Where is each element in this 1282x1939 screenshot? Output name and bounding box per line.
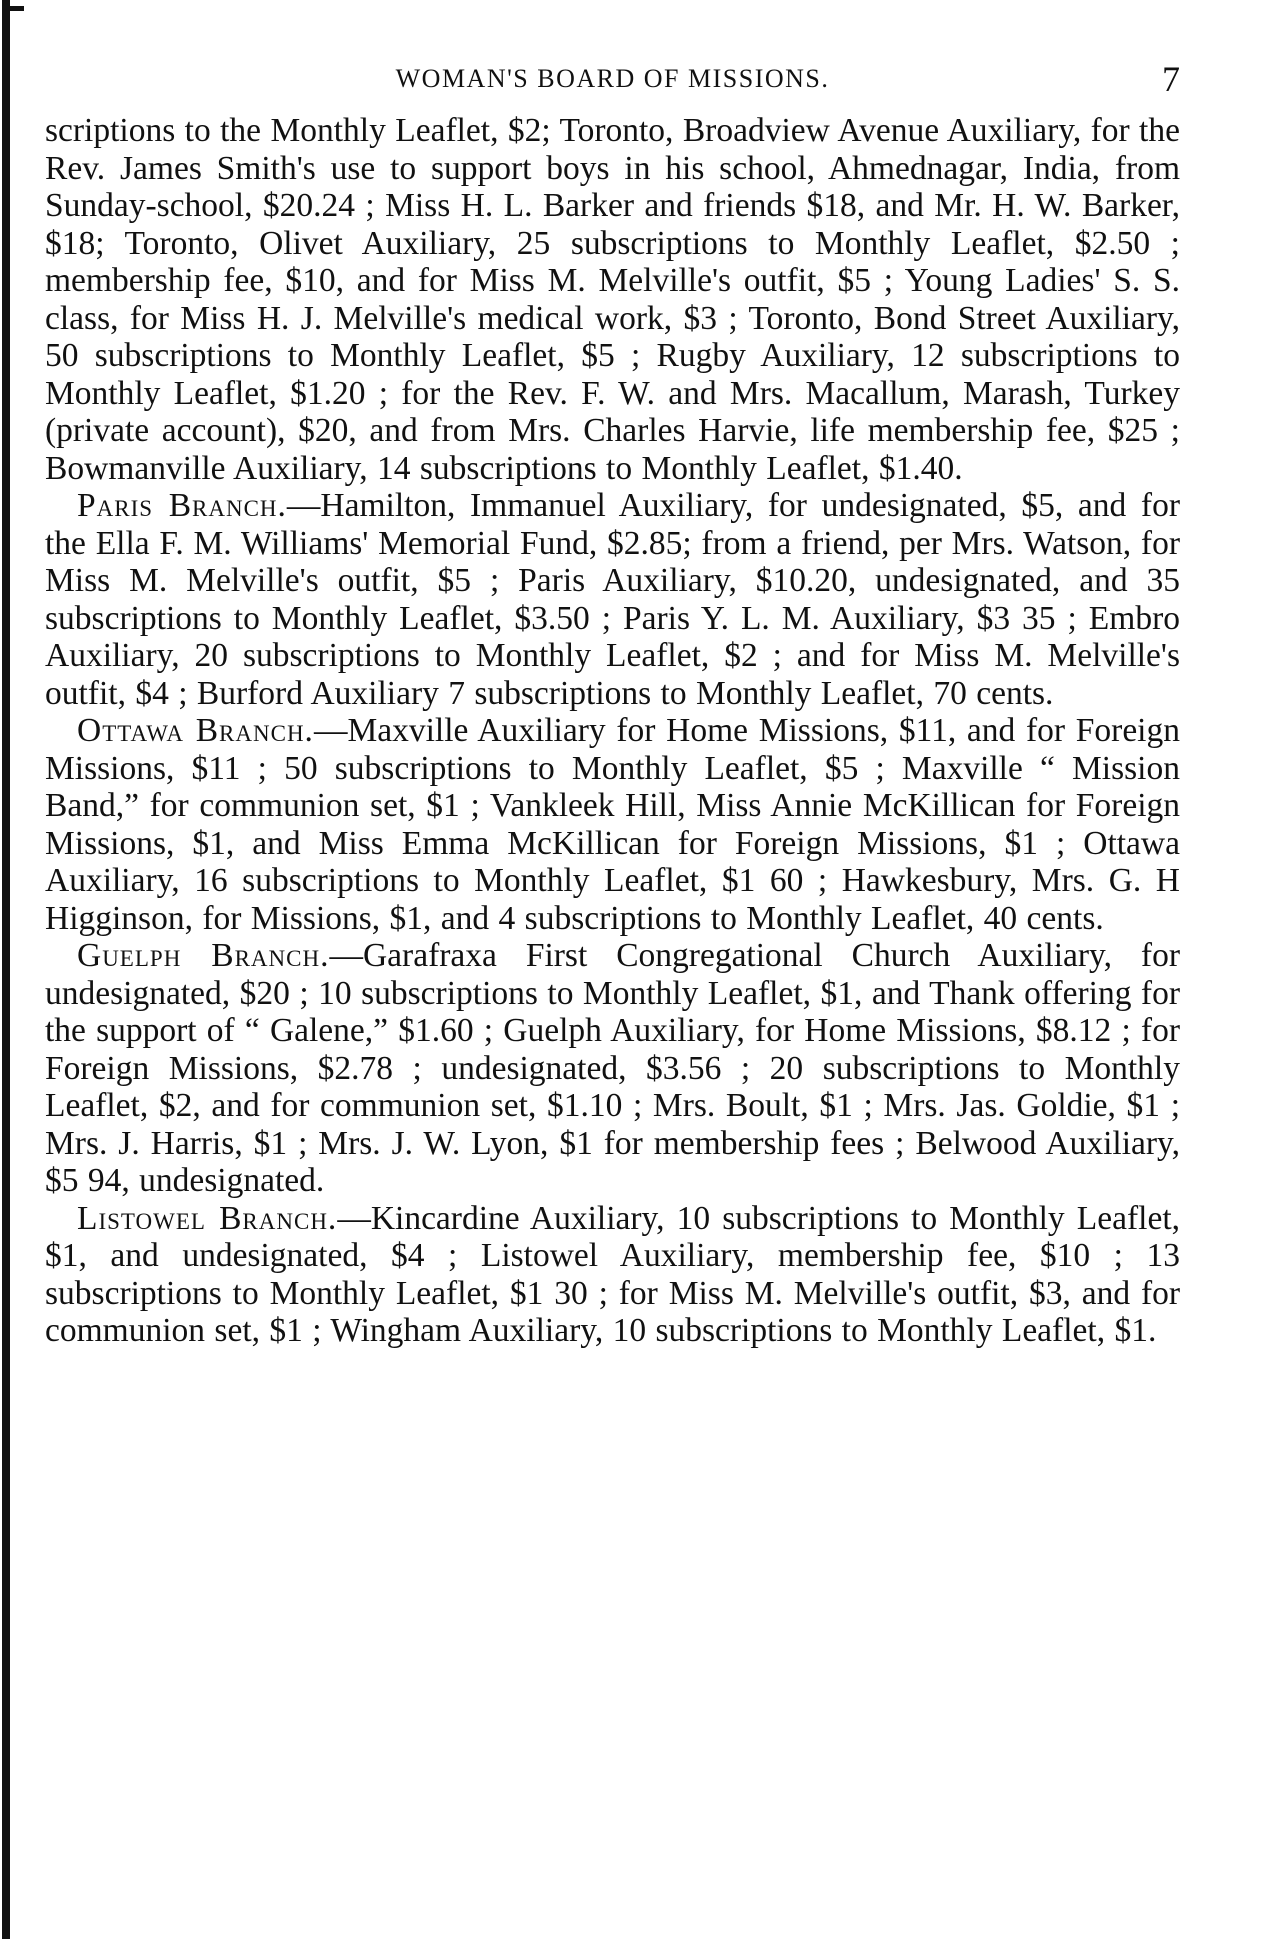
branch-heading: Paris Branch. xyxy=(77,487,287,524)
paragraph-text: —Maxville Auxiliary for Home Missions, $11, and for Foreign Missions, $11 ; 50 subscriptions to Monthly Leaflet, $5 ; Maxville “ Mission Band,” for communion set, $1 ; Vankleek Hill, Miss Annie McKillican for Foreign Missions, $1, and Miss Emma McKillican for Foreign Missions, $1 ; Ottawa Auxiliary, 16 subscriptions to Monthly Leaflet, $1 60 ; Hawkesbury, Mrs. G. H Higginson, for Missions, $1, and 4 subscriptions to Monthly Leaflet, 40 cents. xyxy=(45,712,1180,937)
running-title: WOMAN'S BOARD OF MISSIONS. xyxy=(395,64,830,93)
paragraph-text: —Kincardine Auxiliary, 10 subscriptions to Monthly Leaflet, $1, and undesignated, $4 ; Listowel Auxiliary, membership fee, $10 ; 13 subscriptions to Monthly Leaflet, $1 30 ; for Miss M. Melville's outfit, $3, and for communion set, $1 ; Wingham Auxiliary, 10 subscriptions to Monthly Leaflet, $1. xyxy=(45,1199,1180,1349)
page-body xyxy=(45,112,1180,1350)
paragraph-guelph-branch xyxy=(45,937,1180,1200)
paragraph-listowel-branch xyxy=(45,1200,1180,1350)
paragraph-ottawa-branch xyxy=(45,712,1180,937)
page-edge-rule xyxy=(2,0,10,1939)
page-number: 7 xyxy=(1162,59,1180,99)
paragraph-paris-branch xyxy=(45,487,1180,712)
paragraph-continuation xyxy=(45,112,1180,487)
paragraph-text: scriptions to the Monthly Leaflet, $2; Toronto, Broadview Avenue Auxiliary, for the Rev. James Smith's use to support boys in his school, Ahmednagar, India, from Sunday-school, $20.24 ; Miss H. L. Barker and friends $18, and Mr. H. W. Barker, $18; Toronto, Olivet Auxiliary, 25 subscriptions to Monthly Leaflet, $2.50 ; membership fee, $10, and for Miss M. Melville's outfit, $5 ; Young Ladies' S. S. class, for Miss H. J. Melville's medical work, $3 ; Toronto, Bond Street Auxiliary, 50 subscriptions to Monthly Leaflet, $5 ; Rugby Auxiliary, 12 subscriptions to Monthly Leaflet, $1.20 ; for the Rev. F. W. and Mrs. Macallum, Marash, Turkey (private account), $20, and from Mrs. Charles Harvie, life membership fee, $25 ; Bowmanville Auxiliary, 14 subscriptions to Monthly Leaflet, $1.40. xyxy=(45,112,1180,487)
paragraph-text: —Garafraxa First Congregational Church Auxiliary, for undesignated, $20 ; 10 subscriptions to Monthly Leaflet, $1, and Thank offering for the support of “ Galene,” $1.60 ; Guelph Auxiliary, for Home Missions, $8.12 ; for Foreign Missions, $2.78 ; undesignated, $3.56 ; 20 subscriptions to Monthly Leaflet, $2, and for communion set, $1.10 ; Mrs. Boult, $1 ; Mrs. Jas. Goldie, $1 ; Mrs. J. Harris, $1 ; Mrs. J. W. Lyon, $1 for membership fees ; Belwood Auxiliary, $5 94, undesignated. xyxy=(45,937,1180,1199)
book-page xyxy=(45,59,1180,1350)
branch-heading: Guelph Branch. xyxy=(77,937,330,974)
page-edge-tick xyxy=(10,6,24,11)
branch-heading: Listowel Branch. xyxy=(77,1199,338,1237)
paragraph-text: —Hamilton, Immanuel Auxiliary, for undesignated, $5, and for the Ella F. M. Williams' Memorial Fund, $2.85; from a friend, per Mrs. Watson, for Miss M. Melville's outfit, $5 ; Paris Auxiliary, $10.20, undesignated, and 35 subscriptions to Monthly Leaflet, $3.50 ; Paris Y. L. M. Auxiliary, $3 35 ; Embro Auxiliary, 20 subscriptions to Monthly Leaflet, $2 ; and for Miss M. Melville's outfit, $4 ; Burford Auxiliary 7 subscriptions to Monthly Leaflet, 70 cents. xyxy=(45,487,1180,712)
page-header xyxy=(45,59,1180,112)
branch-heading: Ottawa Branch. xyxy=(77,712,314,749)
